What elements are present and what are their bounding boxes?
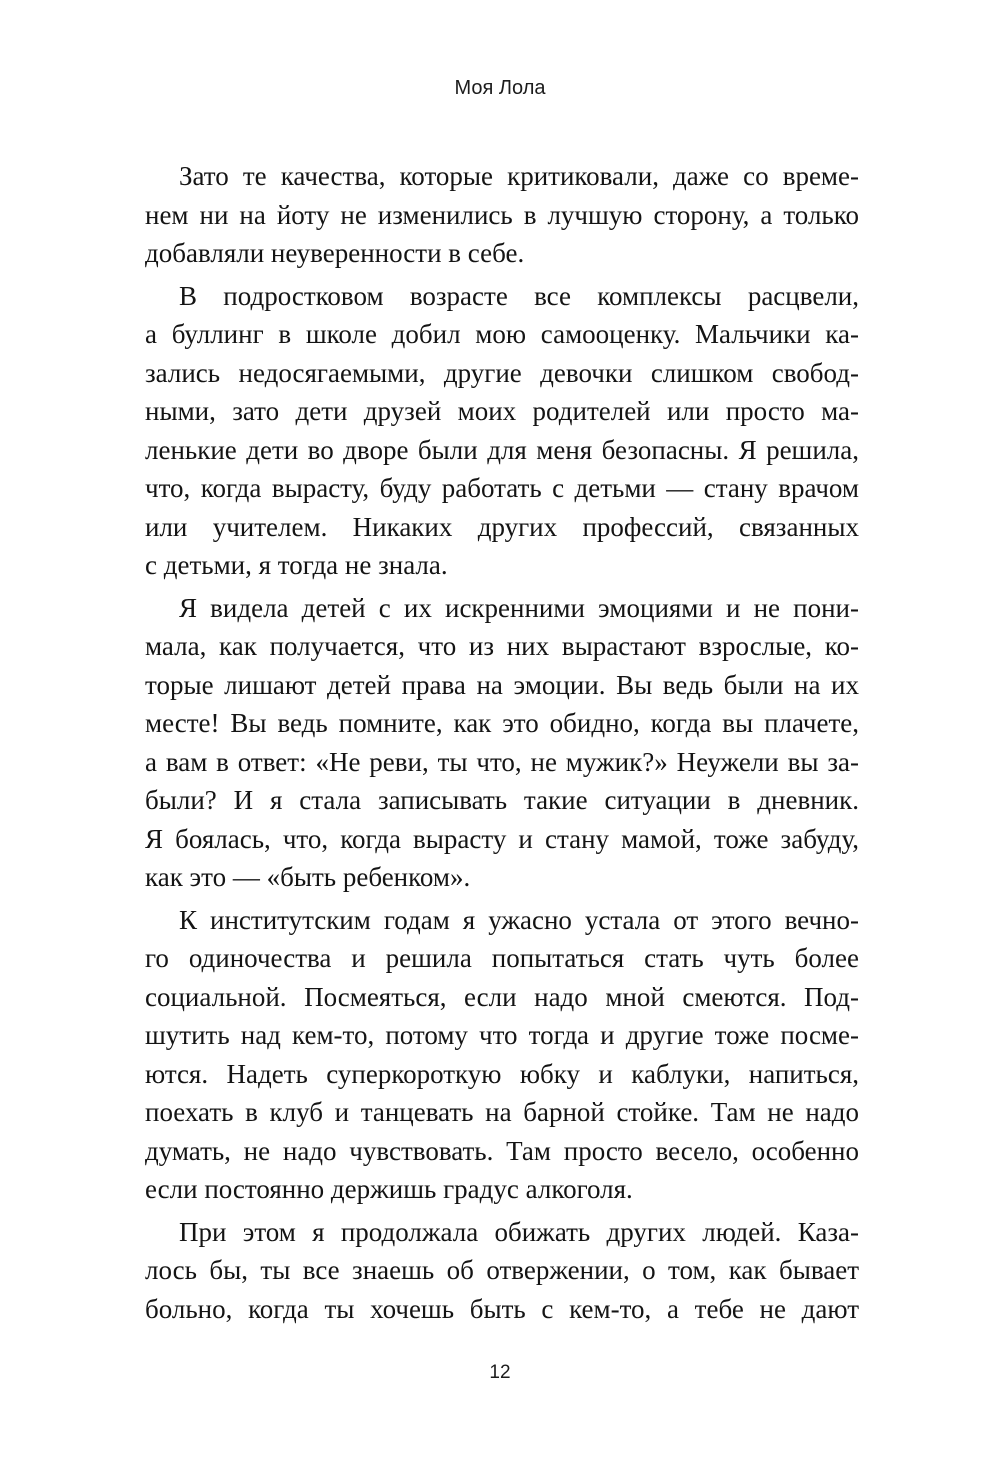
text-line: Зато те качества, которые критиковали, даже со време- (179, 161, 859, 191)
text-line: ленькие дети во дворе были для меня безопасны. Я решила, (145, 434, 859, 465)
paragraph (145, 157, 859, 273)
text-line: месте! Вы ведь помните, как это обидно, когда вы плачете, (145, 708, 859, 738)
text-line: как это — «быть ребенком». (145, 862, 471, 892)
page-number: 12 (489, 1362, 511, 1383)
paragraph (145, 589, 859, 897)
text-line: зались недосягаемыми, другие девочки слишком свобод- (145, 357, 859, 388)
text-line: или учителем. Никаких других профессий, связанных (145, 511, 859, 542)
text-line: шутить над кем-то, потому что тогда и другие тоже посме- (145, 1020, 859, 1050)
text-line: с детьми, я тогда не знала. (145, 550, 448, 580)
text-block (145, 157, 859, 1328)
text-line: что, когда вырасту, буду работать с детьми — стану врачом (145, 473, 859, 503)
text-line: го одиночества и решила попытаться стать чуть более (145, 943, 859, 973)
text-line: Я видела детей с их искренними эмоциями и не пони- (179, 592, 859, 623)
text-line: если постоянно держишь градус алкоголя. (145, 1174, 633, 1204)
text-line: были? И я стала записывать такие ситуации в дневник. (145, 785, 859, 815)
text-line: нем ни на йоту не изменились в лучшую сторону, а только (145, 199, 859, 230)
text-line: поехать в клуб и танцевать на барной стойке. Там не надо (145, 1097, 859, 1127)
text-line: ными, зато дети друзей моих родителей или просто ма- (145, 396, 859, 426)
text-line: а буллинг в школе добил мою самооценку. Мальчики ка- (145, 319, 859, 349)
text-line: К институтским годам я ужасно устала от этого вечно- (179, 904, 859, 935)
text-line: добавляли неуверенности в себе. (145, 238, 525, 268)
paragraph (145, 277, 859, 585)
text-line: думать, не надо чувствовать. Там просто весело, особенно (145, 1135, 859, 1166)
text-line: Я боялась, что, когда вырасту и стану мамой, тоже забуду, (145, 823, 859, 854)
paragraph (145, 1213, 859, 1329)
text-line: мала, как получается, что из них вырастают взрослые, ко- (145, 631, 859, 661)
text-line: В подростковом возрасте все комплексы расцвели, (179, 280, 859, 311)
text-line: социальной. Посмеяться, если надо мной смеются. Под- (145, 981, 859, 1012)
text-line: лось бы, ты все знаешь об отвержении, о том, как бывает (145, 1255, 859, 1285)
text-line: больно, когда ты хочешь быть с кем-то, а тебе не дают (145, 1293, 859, 1324)
text-line: При этом я продолжала обижать других людей. Каза- (179, 1216, 859, 1247)
text-line: ются. Надеть суперкороткую юбку и каблуки, напиться, (145, 1058, 859, 1089)
running-head: Моя Лола (454, 77, 546, 99)
text-line: а вам в ответ: «Не реви, ты что, не мужик?» Неужели вы за- (145, 746, 859, 777)
paragraph (145, 901, 859, 1209)
text-line: торые лишают детей права на эмоции. Вы ведь были на их (145, 669, 859, 700)
